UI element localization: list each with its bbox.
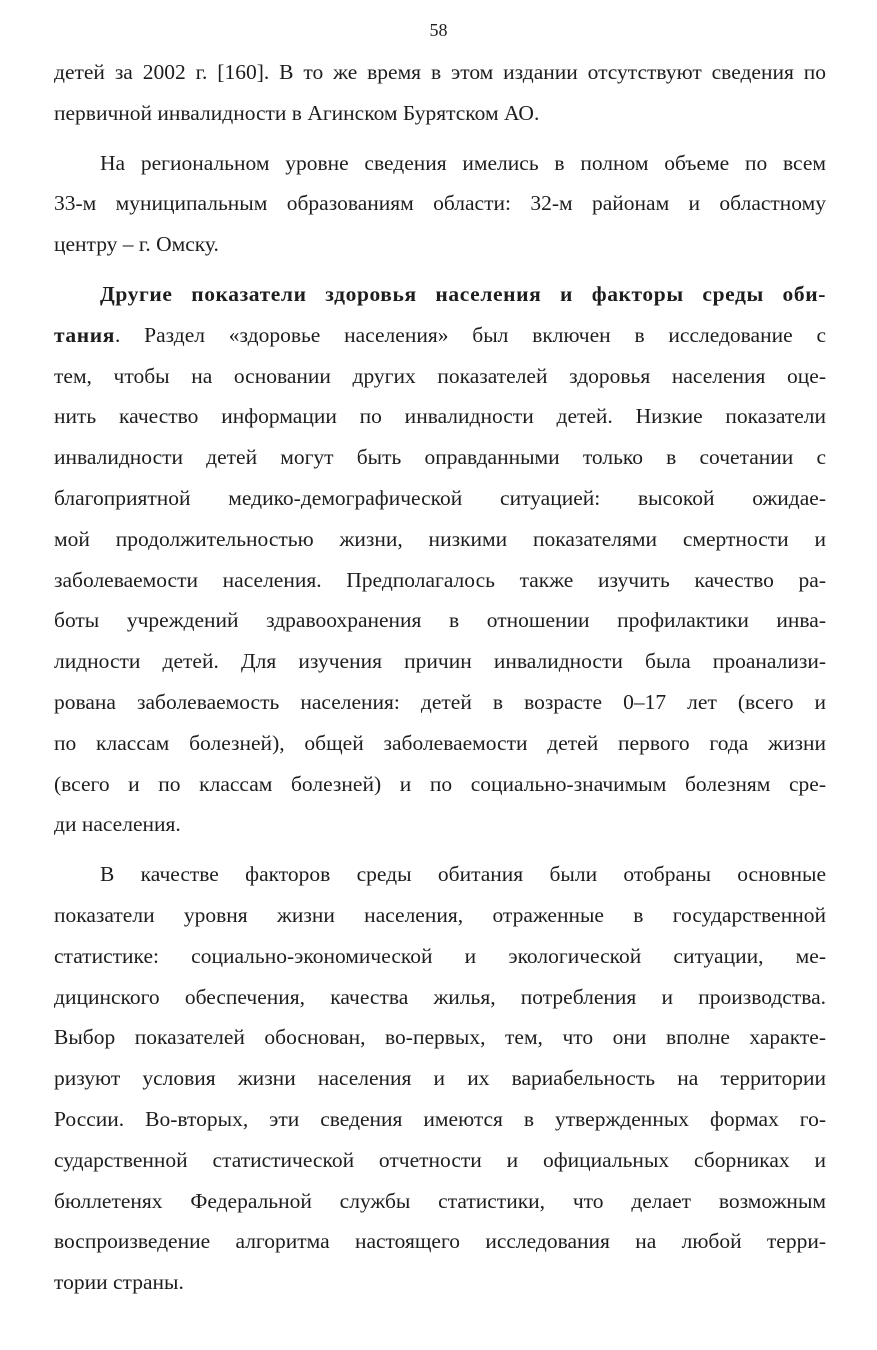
text-line: мой продолжительностью жизни, низкими показателями смертности и — [54, 526, 826, 551]
text-line: дицинского обеспечения, качества жилья, потребления и производства. — [54, 984, 826, 1009]
text-line: благоприятной медико-демографической ситуацией: высокой ожидае- — [54, 485, 826, 510]
page-number: 58 — [429, 20, 448, 40]
text-line-rest: . Раздел «здоровье населения» был включен в исследование с — [114, 322, 826, 347]
text-line: России. Во-вторых, эти сведения имеются в утвержденных формах го- — [54, 1106, 826, 1131]
text-line: детей за 2002 г. [160]. В то же время в этом издании отсутствуют сведения по — [54, 60, 826, 84]
paragraph-4 — [54, 854, 826, 1303]
paragraph-1 — [54, 52, 826, 134]
paragraph-3 — [54, 274, 826, 845]
text-line: показатели уровня жизни населения, отраженные в государственной — [54, 902, 826, 927]
text-line: сударственной статистической отчетности и официальных сборниках и — [54, 1147, 826, 1172]
text-line: первичной инвалидности в Агинском Бурятском АО. — [54, 100, 540, 125]
text-line: по классам болезней), общей заболеваемости детей первого года жизни — [54, 730, 826, 755]
text-line: бюллетенях Федеральной службы статистики, что делает возможным — [54, 1188, 826, 1213]
text-line: нить качество информации по инвалидности детей. Низкие показатели — [54, 404, 826, 429]
paragraph-2 — [54, 143, 826, 265]
text-line: лидности детей. Для изучения причин инвалидности была проанализи- — [54, 649, 826, 674]
text-line: 33-м муниципальным образованиям области: 32-м районам и областному — [54, 191, 826, 216]
text-line: рована заболеваемость населения: детей в возрасте 0–17 лет (всего и — [54, 689, 826, 714]
text-line: боты учреждений здравоохранения в отношении профилактики инва- — [54, 608, 826, 633]
section-heading: Другие показатели здоровья населения и факторы среды оби- — [100, 281, 826, 306]
text-line: (всего и по классам болезней) и по социально-значимым болезням сре- — [54, 771, 826, 796]
text-line: ризуют условия жизни населения и их вариабельность на территории — [54, 1066, 826, 1091]
text-line — [54, 315, 826, 356]
text-line: центру – г. Омску. — [54, 232, 219, 257]
text-line: В качестве факторов среды обитания были отобраны основные — [100, 862, 826, 887]
document-body — [54, 52, 826, 1303]
text-line: статистике: социально-экономической и экологической ситуации, ме- — [54, 943, 826, 968]
section-heading-end: тания — [54, 322, 115, 347]
text-line: тории страны. — [54, 1270, 184, 1295]
text-line: На региональном уровне сведения имелись в полном объеме по всем — [100, 150, 826, 175]
text-line: заболеваемости населения. Предполагалось также изучить качество ра- — [54, 567, 826, 592]
text-line: Выбор показателей обоснован, во-первых, тем, что они вполне характе- — [54, 1025, 826, 1050]
text-line: ди населения. — [54, 812, 181, 837]
text-line: инвалидности детей могут быть оправданными только в сочетании с — [54, 445, 826, 470]
text-line: воспроизведение алгоритма настоящего исследования на любой терри- — [54, 1229, 826, 1254]
text-line: тем, чтобы на основании других показателей здоровья населения оце- — [54, 363, 826, 388]
